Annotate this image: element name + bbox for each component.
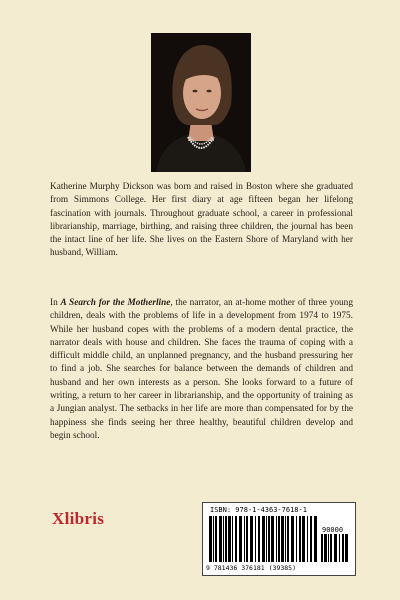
barcode-bar <box>255 516 256 562</box>
barcode-bar <box>276 516 277 562</box>
barcode-bar <box>213 516 214 562</box>
barcode-bar <box>225 516 227 562</box>
barcode-bar <box>278 516 280 562</box>
barcode-bar <box>310 516 312 562</box>
barcode-bar <box>299 516 301 562</box>
isbn-text: ISBN: 978-1-4363-7618-1 <box>210 506 307 514</box>
barcode-bar <box>246 516 248 562</box>
barcode-bar <box>345 534 348 562</box>
barcode-bar <box>228 516 231 562</box>
barcode <box>202 502 356 576</box>
barcode-bar <box>268 516 270 562</box>
barcode-bar <box>232 516 233 562</box>
barcode-bar <box>330 534 332 562</box>
description-prefix: In <box>50 298 61 308</box>
barcode-bar <box>271 516 274 562</box>
barcode-bar <box>314 516 317 562</box>
barcode-bar <box>324 534 327 562</box>
barcode-bar <box>291 516 294 562</box>
barcode-bar <box>296 516 297 562</box>
barcode-bar <box>281 516 284 562</box>
barcode-bar <box>239 516 242 562</box>
publisher-logo: Xlibris <box>52 509 105 528</box>
author-photo <box>151 33 251 172</box>
barcode-bar <box>209 516 212 562</box>
barcode-bar <box>262 516 265 562</box>
description-body: , the narrator, an at-home mother of three young children, deals with the problems of life in a development from 1974 to 1975. While her husband copes with the problems of a modern dental practice, the narrator deals with house and children. She faces the trauma of coping with a difficult middle child, an unplanned pregnancy, and the husband pressuring her to find a job. She searches for balance between the demands of children and husband and her own interests as a person. She looks forward to a future of writing, a return to her career in librarianship, and the opportunity of training as a Jungian analyst. The setbacks in her life are more than compensated for by the happiness she finds seeing her three healthy, beautiful children develop and begin school. <box>50 298 353 441</box>
barcode-bar <box>285 516 286 562</box>
barcode-bar <box>328 534 329 562</box>
price-barcode-bars <box>321 534 349 562</box>
barcode-bar <box>223 516 224 562</box>
barcode-bar <box>334 534 337 562</box>
barcode-bar <box>307 516 308 562</box>
author-bio: Katherine Murphy Dickson was born and raised in Boston where she graduated from Simmons College. Her first diary at age fifteen began her lifelong fascination with journals. Throughout graduate school, a career in professional librarianship, marriage, birthing, and raising three children, the journal has been the intact line of her life. She lives on the Eastern Shore of Maryland with her husband, William. <box>50 182 353 259</box>
barcode-bar <box>219 516 222 562</box>
barcode-bars <box>209 516 317 562</box>
barcode-bar <box>244 516 245 562</box>
barcode-bar <box>287 516 289 562</box>
barcode-bar <box>342 534 344 562</box>
barcode-bar <box>302 516 305 562</box>
barcode-bar <box>235 516 237 562</box>
barcode-bar <box>258 516 260 562</box>
book-description <box>50 297 353 443</box>
barcode-bar <box>266 516 267 562</box>
price-code: 90000 <box>322 526 344 534</box>
barcode-digits: 9 781436 376181 (39385) <box>206 564 297 572</box>
barcode-bar <box>321 534 323 562</box>
barcode-bar <box>215 516 217 562</box>
barcode-bar <box>250 516 253 562</box>
barcode-bar <box>339 534 340 562</box>
book-title: A Search for the Motherline <box>60 298 171 308</box>
